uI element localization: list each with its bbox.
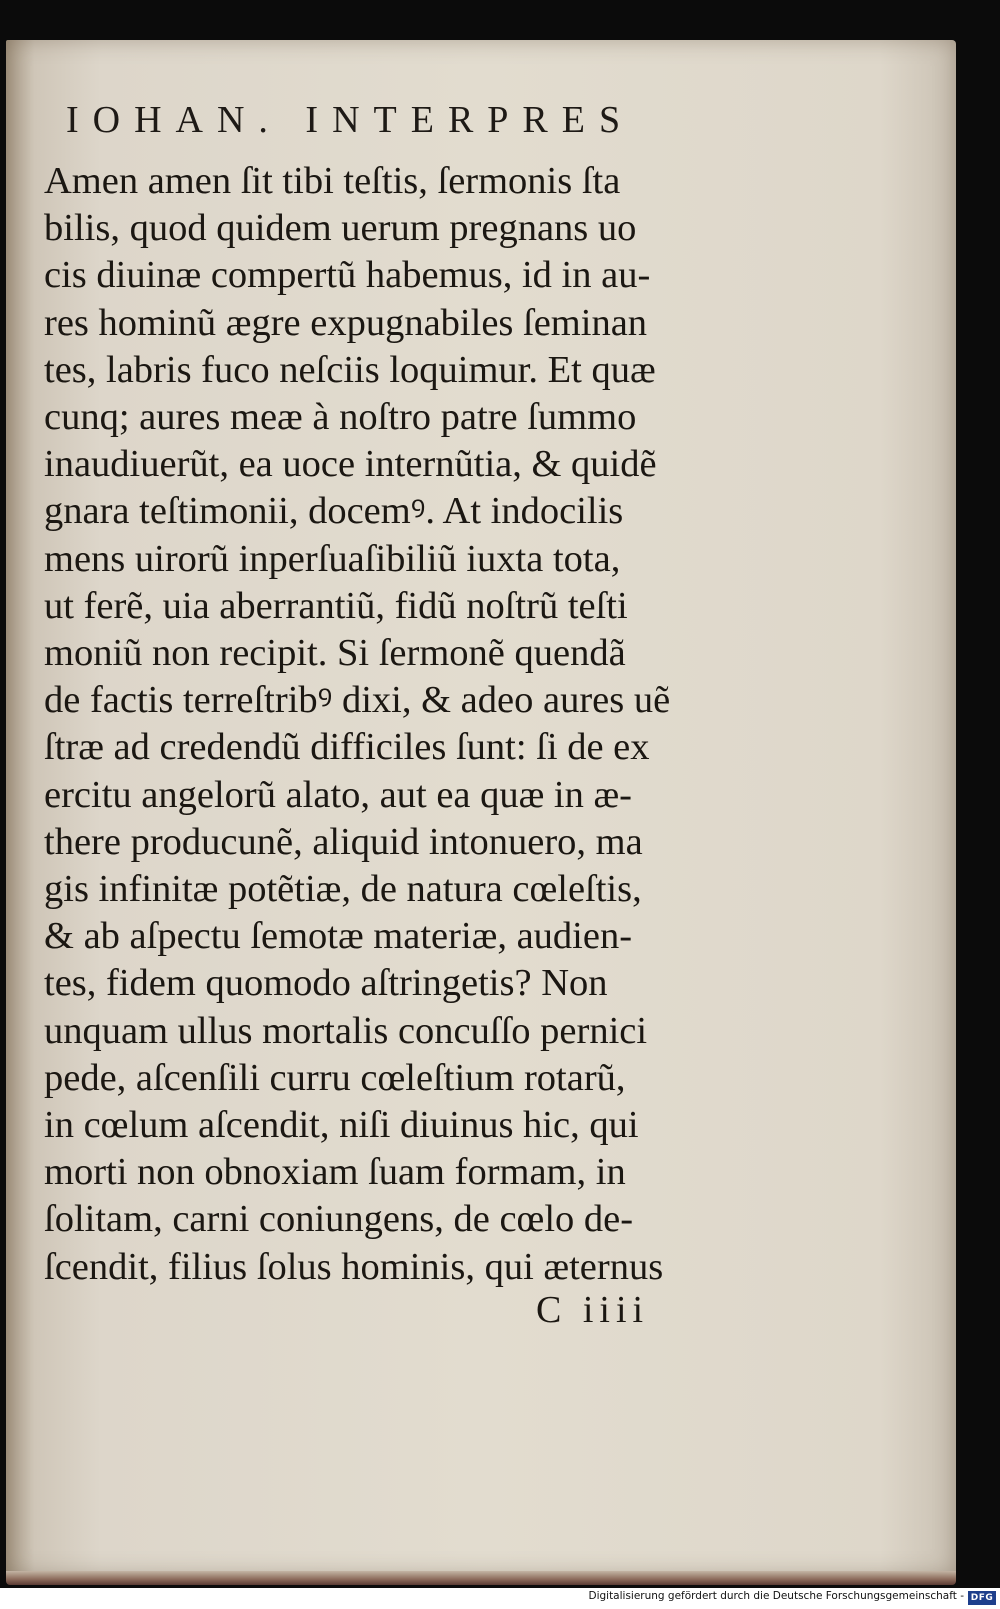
text-line: mens uirorũ inperſuaſibiliũ iuxta tota,	[44, 537, 621, 580]
page-edge	[6, 1571, 956, 1585]
text-line: tes, fidem quomodo aſtringetis? Non	[44, 962, 608, 1005]
running-head: IOHAN. INTERPRES	[66, 99, 635, 141]
text-line: gis infinitæ potẽtiæ, de natura cœleſtis,	[44, 868, 642, 911]
text-line: morti non obnoxiam ſuam formam, in	[44, 1151, 626, 1194]
text-block	[44, 158, 704, 1291]
text-line: ſolitam, carni coniungens, de cœlo de-	[44, 1198, 634, 1241]
text-line: inaudiuerũt, ea uoce internũtia, & quidẽ	[44, 443, 657, 486]
text-line: pede, aſcenſili curru cœleſtium rotarũ,	[44, 1056, 626, 1099]
text-line: in cœlum aſcendit, niſi diuinus hic, qui	[44, 1104, 639, 1147]
book-page	[6, 40, 956, 1575]
funding-credit: Digitalisierung gefördert durch die Deutsche Forschungsgemeinschaft -	[588, 1590, 964, 1602]
text-line: ſtræ ad credendũ difficiles ſunt: ſi de ex	[44, 726, 650, 769]
text-line: tes, labris fuco neſciis loquimur. Et quæ	[44, 348, 656, 391]
text-line: ut ferẽ, uia aberrantiũ, fidũ noſtrũ teſti	[44, 584, 628, 627]
text-line: there producunẽ, aliquid intonuero, ma	[44, 820, 643, 863]
text-line: res hominũ ægre expugnabiles ſeminan	[44, 301, 648, 344]
footer-bar	[0, 1588, 1000, 1609]
text-line: moniũ non recipit. Si ſermonẽ quendã	[44, 632, 626, 675]
text-line: Amen amen ſit tibi teſtis, ſermonis ſta	[44, 160, 621, 202]
text-line: ſcendit, filius ſolus hominis, qui æternus	[44, 1245, 664, 1288]
text-line: & ab aſpectu ſemotæ materiæ, audien-	[44, 915, 633, 958]
text-line: cis diuinæ compertũ habemus, id in au-	[44, 254, 651, 297]
text-line: de factis terreſtribꝰ dixi, & adeo aures uẽ	[44, 679, 671, 722]
dfg-logo: DFG	[968, 1591, 996, 1605]
text-line: gnara teſtimonii, docemꝰ. At indocilis	[44, 490, 624, 533]
text-line: ercitu angelorũ alato, aut ea quæ in æ-	[44, 773, 632, 816]
text-line: bilis, quod quidem uerum pregnans uo	[44, 207, 637, 250]
text-line: unquam ullus mortalis concuſſo pernici	[44, 1009, 648, 1052]
text-line: cunq; aures meæ à noſtro patre ſummo	[44, 396, 637, 439]
signature-mark: C iiii	[536, 1289, 650, 1331]
